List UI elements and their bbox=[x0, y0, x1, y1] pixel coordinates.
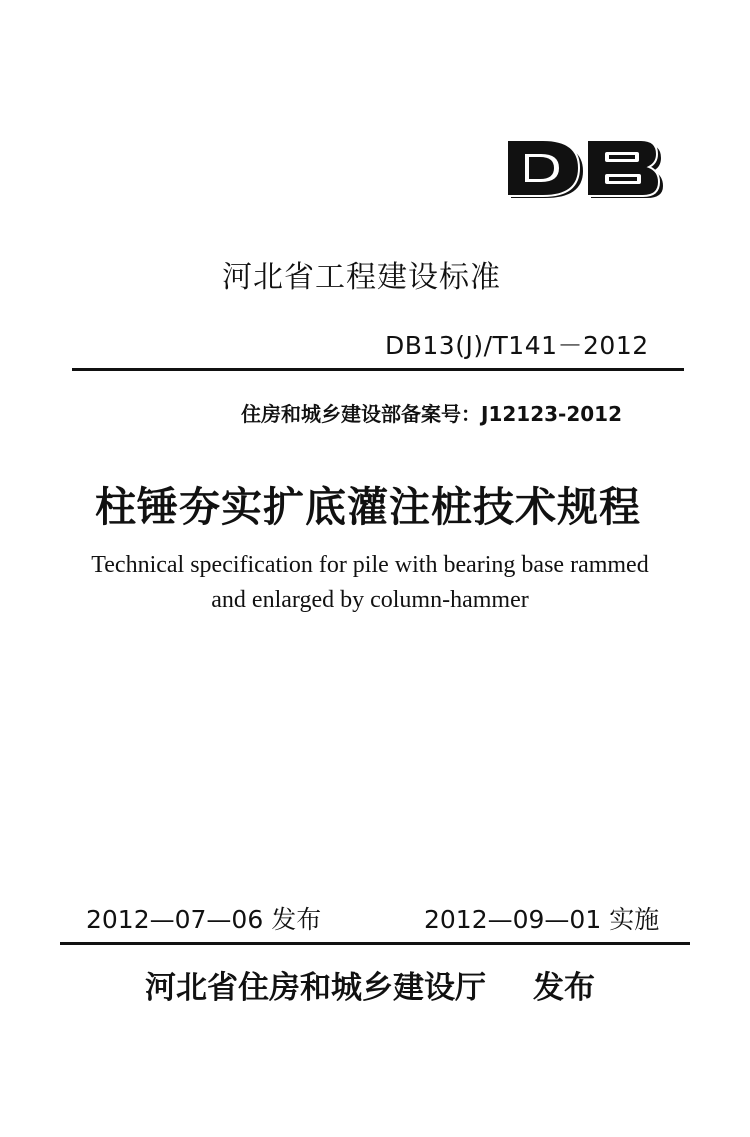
standard-category: 河北省工程建设标准 bbox=[222, 260, 501, 295]
document-title-chinese: 柱锤夯实扩底灌注桩技术规程 bbox=[95, 483, 641, 531]
divider-top bbox=[72, 368, 684, 371]
document-title-english bbox=[0, 548, 740, 618]
issue-date: 2012—07—06 发布 bbox=[86, 905, 322, 934]
standard-number: DB13(J)/T141－2012 bbox=[385, 331, 649, 360]
publisher-name: 河北省住房和城乡建设厅 bbox=[145, 970, 486, 1006]
implementation-date: 2012—09—01 实施 bbox=[424, 905, 660, 934]
publisher-action: 发布 bbox=[533, 970, 595, 1006]
db-logo bbox=[505, 138, 663, 202]
record-number: 住房和城乡建设部备案号：J12123-2012 bbox=[241, 402, 622, 426]
title-english-line-2: and enlarged by column-hammer bbox=[211, 587, 529, 613]
title-english-line-1: Technical specification for pile with bearing base rammed bbox=[91, 552, 649, 578]
divider-bottom bbox=[60, 942, 690, 945]
